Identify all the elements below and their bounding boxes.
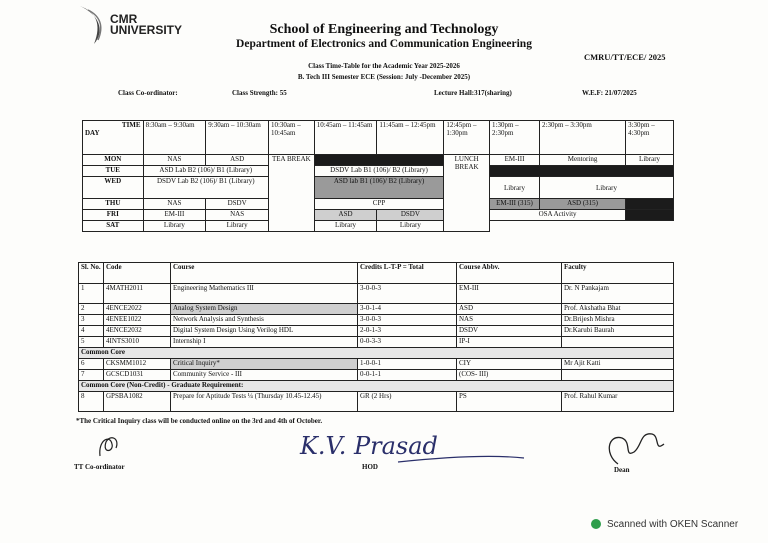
col-header: Course bbox=[171, 263, 358, 284]
class-cell: EM-III bbox=[143, 210, 206, 221]
cell: Community Service - III bbox=[171, 370, 358, 381]
section-header: Common Core bbox=[79, 348, 674, 359]
cell: Mr Ajit Katti bbox=[562, 359, 674, 370]
cell: 4MATH2011 bbox=[104, 284, 171, 304]
class-cell: CPP bbox=[314, 199, 444, 210]
cell: 7 bbox=[79, 370, 104, 381]
timetable-subtitle: Class Time-Table for the Academic Year 2025-2026 bbox=[308, 62, 460, 70]
class-cell: DSDV bbox=[377, 210, 444, 221]
cell: 3-0-1-4 bbox=[358, 304, 457, 315]
cell: PS bbox=[457, 392, 562, 412]
critical-inquiry-note: *The Critical Inquiry class will be conducted online on the 3rd and 4th of October. bbox=[76, 417, 323, 425]
lecture-hall: Lecture Hall:317(sharing) bbox=[434, 89, 512, 97]
class-cell: Library bbox=[626, 155, 674, 166]
cell: 6 bbox=[79, 359, 104, 370]
cell: NAS bbox=[457, 315, 562, 326]
class-cell: Mentoring bbox=[540, 155, 626, 166]
lab-cell: ASD lab B1 (106)/ B2 (Library) bbox=[314, 177, 444, 199]
time-slot: 2:30pm – 3:30pm bbox=[540, 121, 626, 155]
day-label: FRI bbox=[83, 210, 144, 221]
class-cell: Library bbox=[314, 221, 377, 232]
class-cell: ASD bbox=[206, 155, 269, 166]
cell: 3-0-0-3 bbox=[358, 284, 457, 304]
col-header: Credits L-T-P = Total bbox=[358, 263, 457, 284]
class-cell: ASD (315) bbox=[540, 199, 626, 210]
col-header: Sl. No. bbox=[79, 263, 104, 284]
cell: Engineering Mathematics III bbox=[171, 284, 358, 304]
tt-coordinator-signature bbox=[90, 430, 130, 460]
cell: ASD bbox=[457, 304, 562, 315]
cell: 0-0-1-1 bbox=[358, 370, 457, 381]
cell: 4ENCE2032 bbox=[104, 326, 171, 337]
cell: 5 bbox=[79, 337, 104, 348]
time-slot: 9:30am – 10:30am bbox=[206, 121, 269, 155]
time-slot: 12:45pm – 1:30pm bbox=[444, 121, 490, 155]
logo-text: CMR UNIVERSITY bbox=[110, 12, 183, 37]
scanner-icon bbox=[591, 519, 601, 529]
department-title: Department of Electronics and Communication Engineering bbox=[236, 38, 532, 50]
cell: Digital System Design Using Verilog HDL bbox=[171, 326, 358, 337]
cell: 2 bbox=[79, 304, 104, 315]
cell: Analog System Design bbox=[171, 304, 358, 315]
lab-cell: DSDV Lab B1 (106)/ B2 (Library) bbox=[314, 166, 444, 177]
cell: Prepare for Aptitude Tests ¼ (Thursday 10.45-12.45) bbox=[171, 392, 358, 412]
dean-signature bbox=[598, 424, 668, 474]
day-label: SAT bbox=[83, 221, 144, 232]
course-table bbox=[78, 262, 674, 412]
lunch-break-cell: LUNCH BREAK bbox=[444, 155, 490, 232]
timetable bbox=[82, 120, 674, 232]
wef-date: W.E.F: 21/07/2025 bbox=[582, 89, 637, 97]
col-header: Code bbox=[104, 263, 171, 284]
cell: (COS- III) bbox=[457, 370, 562, 381]
day-label: WED bbox=[83, 177, 144, 199]
cell: 4INTS3010 bbox=[104, 337, 171, 348]
cell: 4ENEE1022 bbox=[104, 315, 171, 326]
blocked-cell bbox=[626, 199, 674, 210]
day-label: THU bbox=[83, 199, 144, 210]
cell: Dr. N Pankajam bbox=[562, 284, 674, 304]
time-slot: 8:30am – 9:30am bbox=[143, 121, 206, 155]
tea-break-cell: TEA BREAK bbox=[268, 155, 314, 232]
session-subtitle: B. Tech III Semester ECE (Session: July -December 2025) bbox=[297, 73, 471, 81]
scanner-text: Scanned with OKEN Scanner bbox=[607, 519, 739, 530]
corner-cell: TIME DAY bbox=[83, 121, 144, 155]
cell: DSDV bbox=[457, 326, 562, 337]
hod-label: HOD bbox=[362, 463, 378, 471]
cell: EM-III bbox=[457, 284, 562, 304]
class-cell: NAS bbox=[206, 210, 269, 221]
class-cell: EM-III bbox=[490, 155, 540, 166]
cell: GR (2 Hrs) bbox=[358, 392, 457, 412]
class-cell: DSDV bbox=[206, 199, 269, 210]
cell: Prof. Rahul Kumar bbox=[562, 392, 674, 412]
cell: 0-0-3-3 bbox=[358, 337, 457, 348]
cell: GPSBA1082 bbox=[104, 392, 171, 412]
dean-label: Dean bbox=[614, 466, 630, 474]
time-slot: 3:30pm – 4:30pm bbox=[626, 121, 674, 155]
cell bbox=[562, 370, 674, 381]
blocked-cell bbox=[626, 210, 674, 221]
class-cell: NAS bbox=[143, 155, 206, 166]
class-cell: OSA Activity bbox=[490, 210, 626, 221]
cell: Dr.Karubi Baurah bbox=[562, 326, 674, 337]
cell: 8 bbox=[79, 392, 104, 412]
lab-cell: ASD Lab B2 (106)/ B1 (Library) bbox=[143, 166, 268, 177]
day-label: TUE bbox=[83, 166, 144, 177]
cell: CIY bbox=[457, 359, 562, 370]
time-slot: 10:45am – 11:45am bbox=[314, 121, 377, 155]
time-slot: 10:30am – 10:45am bbox=[268, 121, 314, 155]
cell: Critical Inquiry* bbox=[171, 359, 358, 370]
cell: 4ENCE2022 bbox=[104, 304, 171, 315]
school-title: School of Engineering and Technology bbox=[269, 22, 499, 37]
cell: GCSCD1031 bbox=[104, 370, 171, 381]
blocked-cell bbox=[490, 166, 674, 177]
cell: 3-0-0-3 bbox=[358, 315, 457, 326]
document-ref: CMRU/TT/ECE/ 2025 bbox=[584, 52, 666, 62]
blocked-cell bbox=[314, 155, 444, 166]
class-cell: ASD bbox=[314, 210, 377, 221]
cell: 3 bbox=[79, 315, 104, 326]
class-coordinator: Class Co-ordinator: bbox=[118, 89, 178, 97]
day-label: MON bbox=[83, 155, 144, 166]
cell: 4 bbox=[79, 326, 104, 337]
cell: CKSMM1012 bbox=[104, 359, 171, 370]
hod-signature-flourish bbox=[396, 452, 526, 466]
time-slot: 11:45am – 12:45pm bbox=[377, 121, 444, 155]
section-header: Common Core (Non-Credit) - Graduate Requirement: bbox=[79, 381, 674, 392]
cell bbox=[562, 337, 674, 348]
col-header: Faculty bbox=[562, 263, 674, 284]
class-cell: NAS bbox=[143, 199, 206, 210]
cell: Prof. Akshatha Bhat bbox=[562, 304, 674, 315]
class-strength: Class Strength: 55 bbox=[232, 89, 287, 97]
class-cell: Library bbox=[377, 221, 444, 232]
cell: Network Analysis and Synthesis bbox=[171, 315, 358, 326]
cell: 2-0-1-3 bbox=[358, 326, 457, 337]
class-cell: Library bbox=[490, 177, 540, 199]
time-slot: 1:30pm – 2:30pm bbox=[490, 121, 540, 155]
class-cell: EM-III (315) bbox=[490, 199, 540, 210]
cell: Internship I bbox=[171, 337, 358, 348]
scanner-watermark bbox=[591, 519, 738, 530]
hod-signature: K.V. Prasad bbox=[300, 432, 438, 460]
class-cell: Library bbox=[143, 221, 206, 232]
cell: 1 bbox=[79, 284, 104, 304]
cell: IP-I bbox=[457, 337, 562, 348]
cell: Dr.Brijesh Mishra bbox=[562, 315, 674, 326]
class-cell: Library bbox=[206, 221, 269, 232]
tt-coordinator-label: TT Co-ordinator bbox=[74, 463, 125, 471]
lab-cell: DSDV Lab B2 (106)/ B1 (Library) bbox=[143, 177, 268, 199]
col-header: Course Abbv. bbox=[457, 263, 562, 284]
empty-cell bbox=[490, 221, 674, 232]
cell: 1-0-0-1 bbox=[358, 359, 457, 370]
class-cell: Library bbox=[540, 177, 674, 199]
